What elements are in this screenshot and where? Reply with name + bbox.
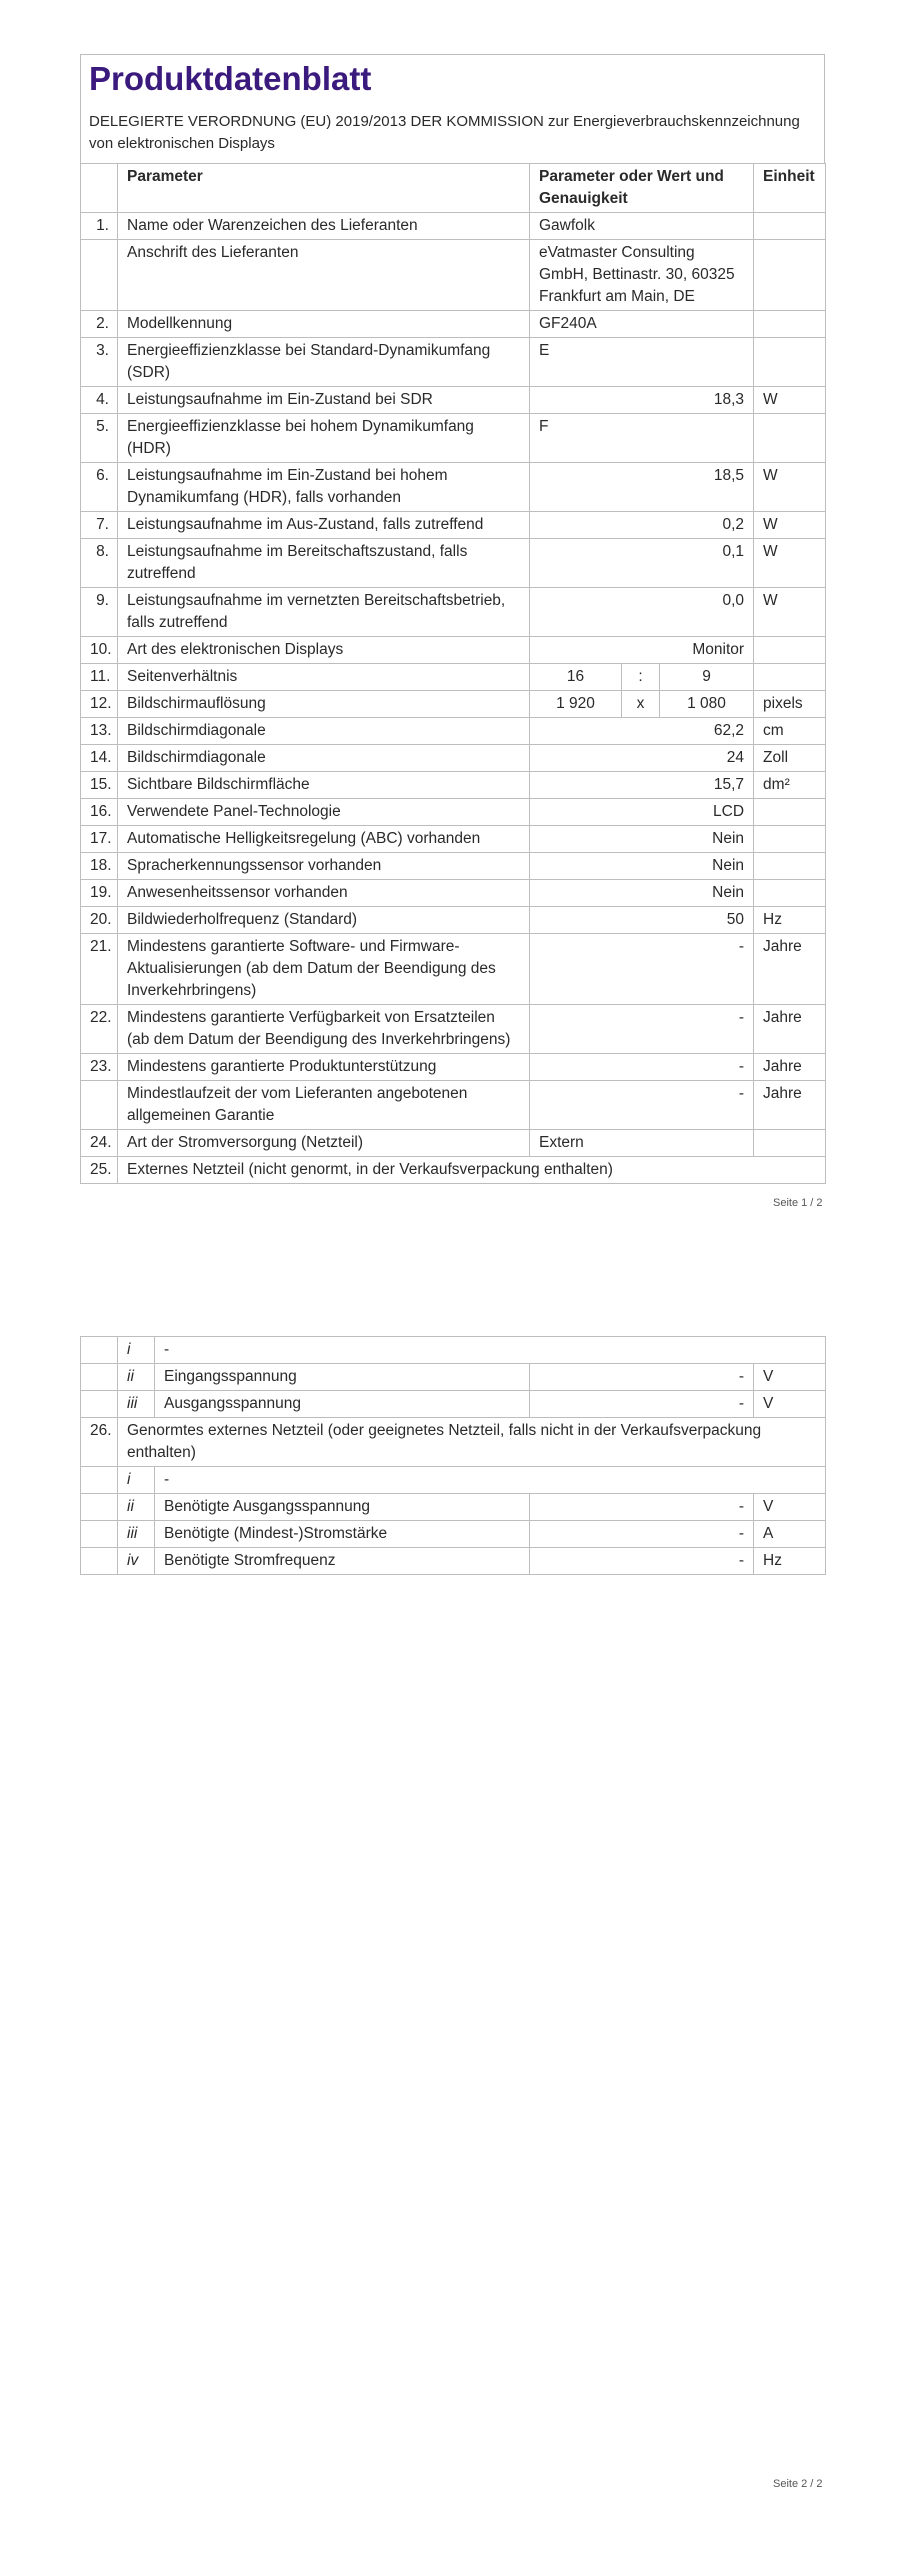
table-row: 7. Leistungsaufnahme im Aus-Zustand, falls zutreffend 0,2 W: [81, 512, 826, 539]
row-value: 0,0: [530, 588, 754, 637]
table-row: 25. Externes Netzteil (nicht genormt, in der Verkaufsverpackung enthalten): [81, 1157, 826, 1184]
table-row: [81, 1494, 826, 1521]
row-label: Spracherkennungssensor vorhanden: [118, 853, 530, 880]
row-label: Modellkennung: [118, 311, 530, 338]
table-row: 22. Mindestens garantierte Verfügbarkeit von Ersatzteilen (ab dem Datum der Beendigung des Inverkehrbringens) - Jahre: [81, 1005, 826, 1054]
table-row: 1. Name oder Warenzeichen des Lieferanten Gawfolk: [81, 213, 826, 240]
row-label: Mindestens garantierte Software- und Firmware-Aktualisierungen (ab dem Datum der Beendigung des Inverkehrbringens): [118, 934, 530, 1005]
row-unit: W: [754, 539, 826, 588]
row-value: 18,3: [530, 387, 754, 414]
row-value: -: [530, 1005, 754, 1054]
table-row: [81, 1364, 826, 1391]
row-unit: V: [754, 1364, 826, 1391]
resolution-width: 1 920: [530, 691, 622, 718]
table-row: 13. Bildschirmdiagonale 62,2 cm: [81, 718, 826, 745]
table-row: 5. Energieeffizienzklasse bei hohem Dynamikumfang (HDR) F: [81, 414, 826, 463]
table-row: 3. Energieeffizienzklasse bei Standard-Dynamikumfang (SDR) E: [81, 338, 826, 387]
row-value: -: [530, 934, 754, 1005]
row-unit: V: [754, 1391, 826, 1418]
table-row: 14. Bildschirmdiagonale 24 Zoll: [81, 745, 826, 772]
row-value: 50: [530, 907, 754, 934]
header-parameter: Parameter: [118, 164, 530, 213]
row-label: Mindestlaufzeit der vom Lieferanten angebotenen allgemeinen Garantie: [118, 1081, 530, 1130]
row-value: E: [530, 338, 754, 387]
row-unit: Jahre: [754, 1081, 826, 1130]
row-value: Gawfolk: [530, 213, 754, 240]
ratio-height: 9: [660, 664, 754, 691]
row-value: Monitor: [530, 637, 754, 664]
row-label: Ausgangsspannung: [155, 1391, 530, 1418]
row-label: Benötigte (Mindest-)Stromstärke: [155, 1521, 530, 1548]
resolution-separator: x: [622, 691, 660, 718]
ratio-separator: :: [622, 664, 660, 691]
row-value: Extern: [530, 1130, 754, 1157]
table-row: 21. Mindestens garantierte Software- und Firmware-Aktualisierungen (ab dem Datum der Beendigung des Inverkehrbringens) - Jahre: [81, 934, 826, 1005]
row-label: Eingangsspannung: [155, 1364, 530, 1391]
resolution-height: 1 080: [660, 691, 754, 718]
row-value: Nein: [530, 853, 754, 880]
table-row: 4. Leistungsaufnahme im Ein-Zustand bei SDR 18,3 W: [81, 387, 826, 414]
row-label: Art der Stromversorgung (Netzteil): [118, 1130, 530, 1157]
table-row: 12. Bildschirmauflösung 1 920 x 1 080 pixels: [81, 691, 826, 718]
row-value: -: [530, 1054, 754, 1081]
row-label: Bildschirmauflösung: [118, 691, 530, 718]
row-value: -: [530, 1081, 754, 1130]
row-value: 15,7: [530, 772, 754, 799]
row-label: Anschrift des Lieferanten: [118, 240, 530, 311]
row-unit: Jahre: [754, 1005, 826, 1054]
row-label: Energieeffizienzklasse bei hohem Dynamikumfang (HDR): [118, 414, 530, 463]
ratio-width: 16: [530, 664, 622, 691]
row-value: -: [530, 1494, 754, 1521]
row-label: Leistungsaufnahme im Ein-Zustand bei SDR: [118, 387, 530, 414]
header-unit: Einheit: [754, 164, 826, 213]
row-label: Mindestens garantierte Verfügbarkeit von Ersatzteilen (ab dem Datum der Beendigung des Inverkehrbringens): [118, 1005, 530, 1054]
table-row: [81, 1337, 826, 1364]
row-unit: A: [754, 1521, 826, 1548]
page-2: [80, 1336, 825, 1575]
sub-index: iii: [118, 1521, 155, 1548]
table-row: 18. Spracherkennungssensor vorhanden Nein: [81, 853, 826, 880]
table-row: 8. Leistungsaufnahme im Bereitschaftszustand, falls zutreffend 0,1 W: [81, 539, 826, 588]
row-value: Nein: [530, 880, 754, 907]
page-number: Seite 1 / 2: [773, 1197, 823, 1209]
table-row: [81, 1521, 826, 1548]
row-unit: Zoll: [754, 745, 826, 772]
page-title: Produktdatenblatt: [89, 60, 372, 97]
row-unit: W: [754, 588, 826, 637]
table-row: 16. Verwendete Panel-Technologie LCD: [81, 799, 826, 826]
sub-index: iv: [118, 1548, 155, 1575]
row-label: Anwesenheitssensor vorhanden: [118, 880, 530, 907]
sub-index: i: [118, 1467, 155, 1494]
row-value: GF240A: [530, 311, 754, 338]
table-row: [81, 1391, 826, 1418]
row-unit: Hz: [754, 907, 826, 934]
row-value: 0,1: [530, 539, 754, 588]
row-value: -: [530, 1548, 754, 1575]
table-row: 15. Sichtbare Bildschirmfläche 15,7 dm²: [81, 772, 826, 799]
row-label: Art des elektronischen Displays: [118, 637, 530, 664]
row-label: Verwendete Panel-Technologie: [118, 799, 530, 826]
row-value: eVatmaster Consulting GmbH, Bettinastr. 30, 60325 Frankfurt am Main, DE: [530, 240, 754, 311]
row-value: 24: [530, 745, 754, 772]
row-unit: dm²: [754, 772, 826, 799]
row-unit: Jahre: [754, 934, 826, 1005]
row-value: 62,2: [530, 718, 754, 745]
row-value: LCD: [530, 799, 754, 826]
table-row: [81, 1467, 826, 1494]
table-row: 17. Automatische Helligkeitsregelung (ABC) vorhanden Nein: [81, 826, 826, 853]
page-number: Seite 2 / 2: [773, 2478, 823, 2490]
row-unit: pixels: [754, 691, 826, 718]
row-value: -: [530, 1521, 754, 1548]
row-value: F: [530, 414, 754, 463]
row-label: Leistungsaufnahme im Bereitschaftszustand, falls zutreffend: [118, 539, 530, 588]
product-data-table-continued: [80, 1336, 826, 1575]
table-row: 23. Mindestens garantierte Produktunterstützung - Jahre: [81, 1054, 826, 1081]
table-row: 2. Modellkennung GF240A: [81, 311, 826, 338]
row-label: Mindestens garantierte Produktunterstützung: [118, 1054, 530, 1081]
table-row: 10. Art des elektronischen Displays Monitor: [81, 637, 826, 664]
table-row: [81, 1548, 826, 1575]
table-row: 19. Anwesenheitssensor vorhanden Nein: [81, 880, 826, 907]
row-label: Bildschirmdiagonale: [118, 745, 530, 772]
product-data-table: [80, 163, 826, 1184]
row-unit: cm: [754, 718, 826, 745]
row-unit: W: [754, 387, 826, 414]
row-label: -: [155, 1337, 826, 1364]
sub-index: ii: [118, 1494, 155, 1521]
row-value: -: [530, 1364, 754, 1391]
header-value: Parameter oder Wert und Genauigkeit: [530, 164, 754, 213]
row-label: Bildschirmdiagonale: [118, 718, 530, 745]
sub-index: ii: [118, 1364, 155, 1391]
sub-index: iii: [118, 1391, 155, 1418]
table-row: [81, 240, 826, 311]
table-row: 24. Art der Stromversorgung (Netzteil) Extern: [81, 1130, 826, 1157]
table-row: 6. Leistungsaufnahme im Ein-Zustand bei hohem Dynamikumfang (HDR), falls vorhanden 18,5 W: [81, 463, 826, 512]
row-label: Sichtbare Bildschirmfläche: [118, 772, 530, 799]
row-label: Leistungsaufnahme im vernetzten Bereitschaftsbetrieb, falls zutreffend: [118, 588, 530, 637]
row-label: Benötigte Stromfrequenz: [155, 1548, 530, 1575]
table-row: 20. Bildwiederholfrequenz (Standard) 50 Hz: [81, 907, 826, 934]
row-label: Genormtes externes Netzteil (oder geeignetes Netzteil, falls nicht in der Verkaufsverpackung enthalten): [118, 1418, 826, 1467]
sub-index: i: [118, 1337, 155, 1364]
header-box: [80, 54, 825, 163]
row-label: Seitenverhältnis: [118, 664, 530, 691]
row-label: Bildwiederholfrequenz (Standard): [118, 907, 530, 934]
row-value: 18,5: [530, 463, 754, 512]
row-unit: W: [754, 512, 826, 539]
regulation-subtitle: DELEGIERTE VERORDNUNG (EU) 2019/2013 DER KOMMISSION zur Energieverbrauchskennzeichnung von elektronischen Displays: [89, 113, 800, 152]
page-1: [80, 54, 825, 1184]
table-row: 26. Genormtes externes Netzteil (oder geeignetes Netzteil, falls nicht in der Verkaufsverpackung enthalten): [81, 1418, 826, 1467]
row-value: Nein: [530, 826, 754, 853]
row-value: 0,2: [530, 512, 754, 539]
row-label: Energieeffizienzklasse bei Standard-Dynamikumfang (SDR): [118, 338, 530, 387]
row-label: Externes Netzteil (nicht genormt, in der Verkaufsverpackung enthalten): [118, 1157, 826, 1184]
table-row: [81, 1081, 826, 1130]
row-label: Leistungsaufnahme im Aus-Zustand, falls zutreffend: [118, 512, 530, 539]
row-unit: Hz: [754, 1548, 826, 1575]
table-row: 11. Seitenverhältnis 16 : 9: [81, 664, 826, 691]
row-label: Leistungsaufnahme im Ein-Zustand bei hohem Dynamikumfang (HDR), falls vorhanden: [118, 463, 530, 512]
row-value: -: [530, 1391, 754, 1418]
row-unit: Jahre: [754, 1054, 826, 1081]
table-header-row: [81, 164, 826, 213]
row-unit: W: [754, 463, 826, 512]
row-unit: V: [754, 1494, 826, 1521]
row-label: Name oder Warenzeichen des Lieferanten: [118, 213, 530, 240]
row-label: -: [155, 1467, 826, 1494]
table-row: 9. Leistungsaufnahme im vernetzten Bereitschaftsbetrieb, falls zutreffend 0,0 W: [81, 588, 826, 637]
row-label: Automatische Helligkeitsregelung (ABC) vorhanden: [118, 826, 530, 853]
row-label: Benötigte Ausgangsspannung: [155, 1494, 530, 1521]
